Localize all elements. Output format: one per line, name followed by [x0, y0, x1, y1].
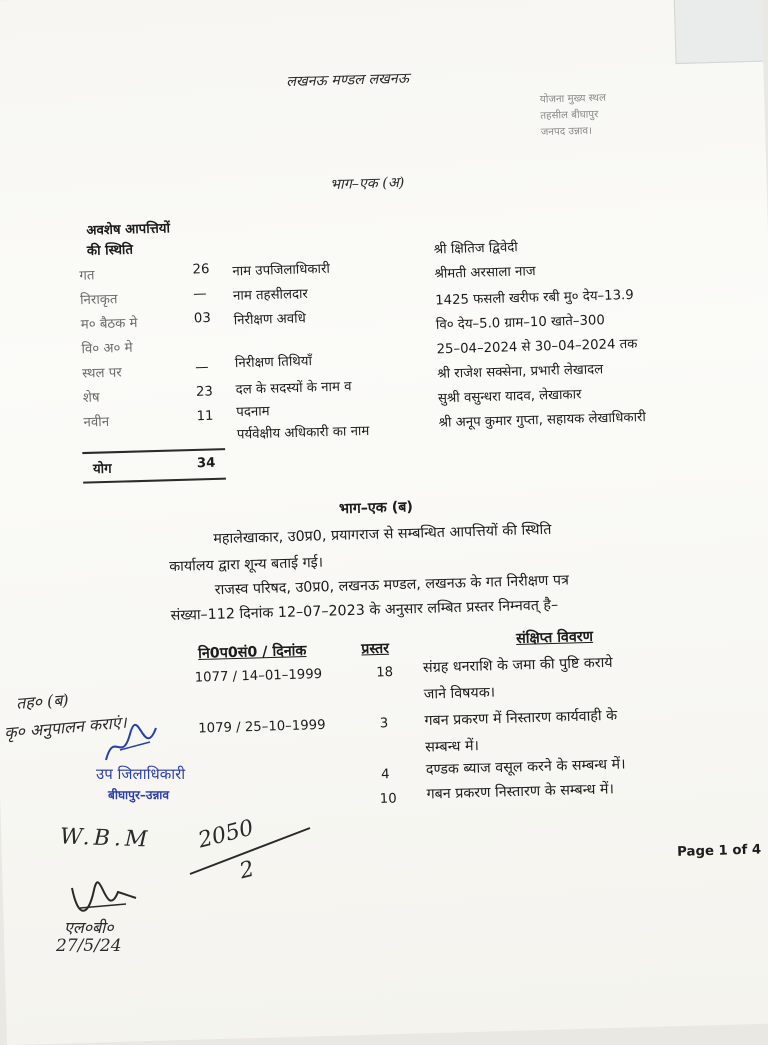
margin-note-2: कृ० अनुपालन कराएं। — [3, 712, 128, 743]
status-value: 23 — [195, 384, 214, 400]
status-label: शेष — [82, 390, 100, 407]
table-row-summary: दण्डक ब्याज वसूल करने के सम्बन्ध में। — [425, 756, 626, 779]
table-row-summary: गबन प्रकरण निस्तारण के सम्बन्ध में। — [426, 781, 615, 803]
field-detail: श्री अनूप कुमार गुप्ता, सहायक लेखाधिकारी — [438, 409, 647, 431]
seal-line-2: बीघापुर–उन्नाव — [108, 788, 170, 802]
status-value: 11 — [196, 408, 214, 425]
field-detail: श्री क्षितिज द्विवेदी — [433, 239, 518, 258]
page-number: Page 1 of 4 — [676, 842, 762, 860]
field-label: नाम तहसीलदार — [232, 286, 309, 304]
status-label: नवीन — [83, 414, 110, 431]
seal-line-1: उप जिलाधिकारी — [96, 765, 186, 783]
status-value: 26 — [192, 261, 210, 278]
total-value: 34 — [196, 455, 216, 472]
table-row-ref: 1079 / 25–10–1999 — [198, 717, 326, 737]
table-row-summary-cont: जाने विषयक। — [423, 684, 496, 703]
total-label: योग — [92, 461, 112, 478]
status-label: निराकृत — [79, 291, 118, 309]
status-label: स्थल पर — [81, 365, 122, 382]
header-title: लखनऊ मण्डल लखनऊ — [286, 70, 410, 91]
date-note: 27/5/24 — [56, 936, 122, 956]
header-right-line-2: तहसील बीघापुर — [540, 109, 599, 122]
field-label: पदनाम — [236, 403, 270, 421]
status-title-line-1: अवशेष आपत्तियों — [86, 221, 171, 239]
fraction-top: 2050 — [195, 815, 257, 854]
part-b-heading: भाग–एक (ब) — [338, 498, 414, 518]
part-b-para2-line2: संख्या–112 दिनांक 12–07–2023 के अनुसार लम्बित प्रस्तर निम्नवत् है– — [170, 596, 559, 625]
table-row-summary-cont: सम्बन्ध में। — [425, 737, 480, 756]
status-label: गत — [79, 268, 95, 284]
total-rule-top — [82, 448, 225, 454]
part-b-para1-line1: महालेखाकार, उ0प्र0, प्रयागराज से सम्बन्धित आपत्तियों की स्थिति — [213, 521, 552, 548]
field-detail: 25–04–2024 से 30–04–2024 तक — [436, 336, 638, 358]
part-b-para1-line2: कार्यालय द्वारा शून्य बताई गई। — [168, 554, 324, 576]
initials-note: W.B.M — [59, 824, 152, 853]
header-right-line-1: योजना मुख्य स्थल — [539, 92, 607, 106]
fraction-bottom: 2 — [237, 856, 257, 885]
table-header-ref: नि0प0सं0 / दिनांक — [197, 642, 307, 663]
status-label: वि० अ० मे — [81, 340, 133, 358]
status-value: — — [193, 286, 207, 303]
part-a-heading: भाग–एक (अ) — [329, 174, 405, 194]
table-header-para: प्रस्तर — [361, 640, 390, 658]
bottom-note: एल०बी० — [64, 918, 114, 937]
field-label: पर्यवेक्षीय अधिकारी का नाम — [236, 423, 370, 443]
field-detail: वि० देय–5.0 ग्राम–10 खाते–300 — [435, 312, 605, 333]
field-label: निरीक्षण अवधि — [233, 311, 307, 329]
total-rule-bottom — [83, 478, 226, 484]
status-title-line-2: की स्थिति — [86, 242, 134, 260]
corner-paper-overlay — [673, 0, 768, 64]
field-detail: श्री राजेश सक्सेना, प्रभारी लेखादल — [437, 362, 604, 382]
signature-stroke — [100, 720, 170, 770]
table-row-summary: गबन प्रकरण में निस्तारण कार्यवाही के — [424, 707, 618, 730]
table-row-summary: संग्रह धनराशि के जमा की पुष्टि कराये — [422, 654, 613, 677]
table-row-para: 3 — [379, 715, 389, 732]
part-b-para2-line1: राजस्व परिषद, उ0प्र0, लखनऊ मण्डल, लखनऊ के गत निरीक्षण पत्र — [214, 572, 570, 599]
status-value: — — [195, 359, 209, 376]
table-row-para: 10 — [379, 791, 397, 808]
field-label: निरीक्षण तिथियाँ — [234, 353, 313, 372]
table-header-summary: संक्षिप्त विवरण — [515, 628, 594, 648]
header-right-line-3: जनपद उन्नाव। — [540, 125, 593, 139]
status-value: 03 — [193, 310, 211, 327]
field-detail: सुश्री वसुन्धरा यादव, लेखाकार — [437, 387, 582, 407]
field-detail: श्रीमती अरसाला नाज — [434, 263, 536, 283]
table-row-para: 4 — [380, 766, 390, 783]
table-row-para: 18 — [376, 664, 394, 681]
margin-note-1: तह० (ब) — [15, 690, 70, 713]
status-label: म० बैठक मे — [80, 315, 138, 333]
field-label: दल के सदस्यों के नाम व — [235, 379, 352, 398]
field-detail: 1425 फसली खरीफ रबी मु० देय–13.9 — [435, 287, 634, 309]
field-label: नाम उपजिलाधिकारी — [232, 261, 331, 280]
table-row-ref: 1077 / 14–01–1999 — [194, 666, 323, 686]
